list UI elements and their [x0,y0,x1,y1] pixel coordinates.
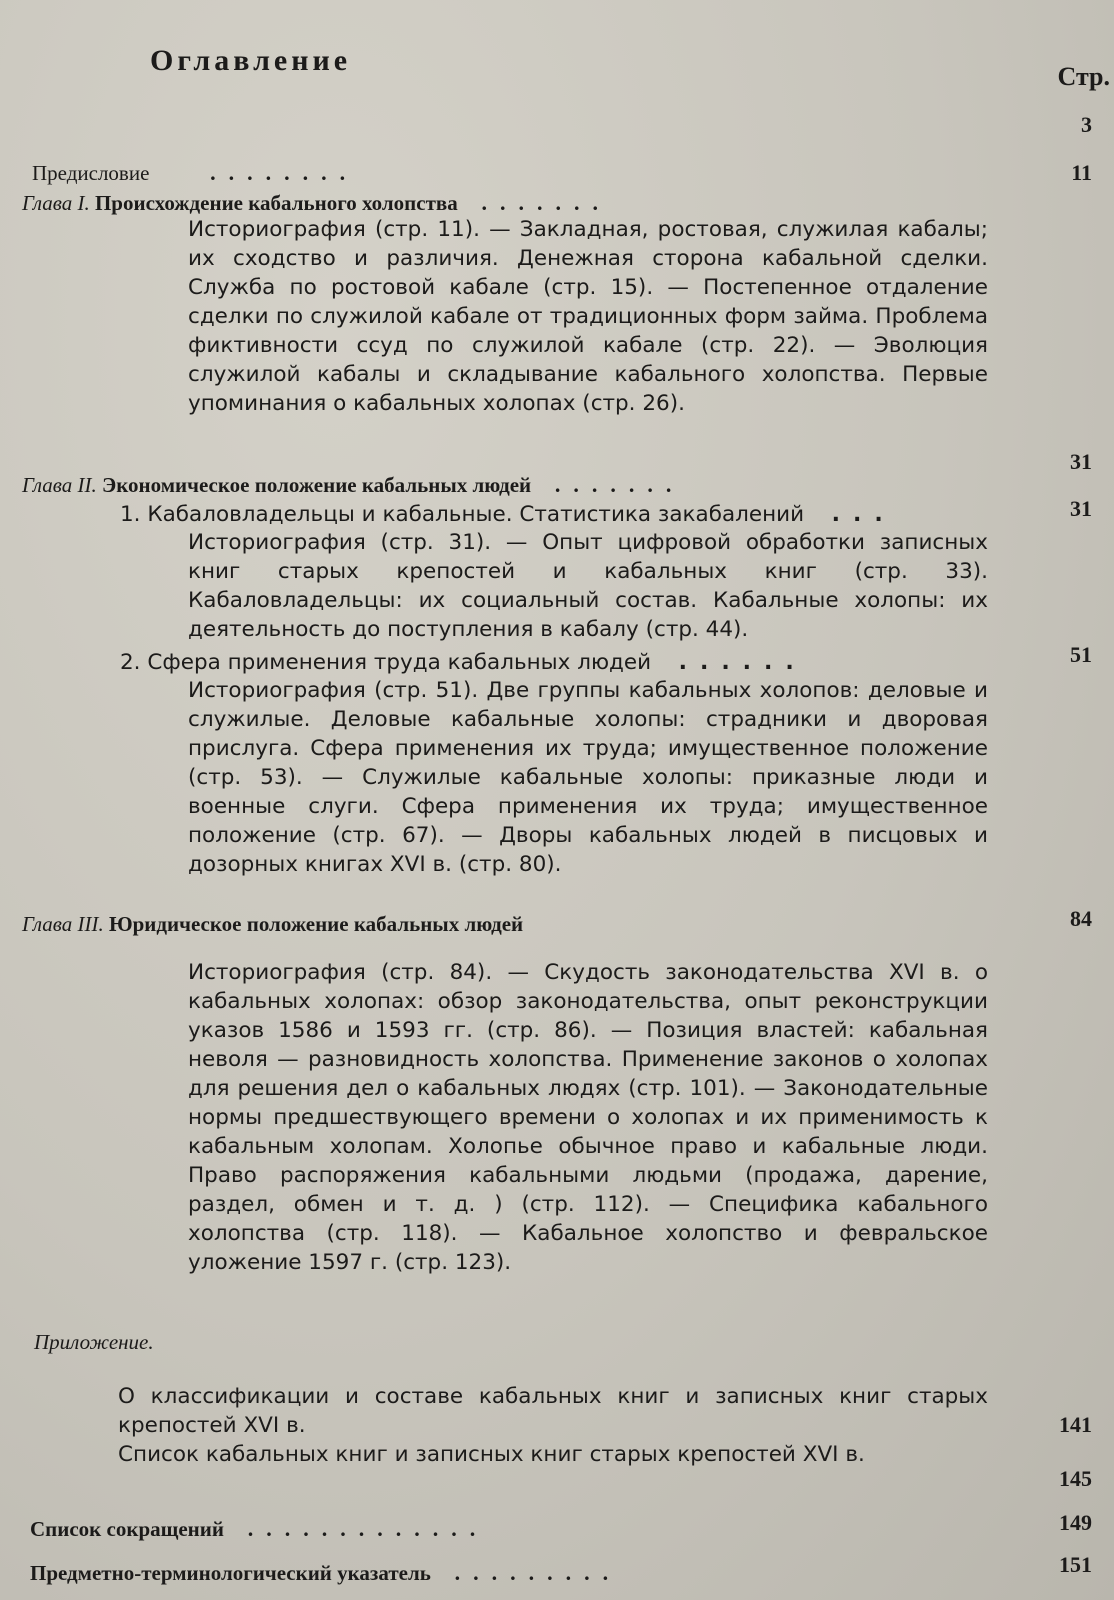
appendix-item-2[interactable] [118,1440,988,1469]
leader-dots: ...... [657,650,807,675]
toc-entry-chapter-2[interactable] [22,472,684,498]
leader-dots: ....... [536,472,685,497]
page-number: 3 [1081,112,1092,137]
toc-entry-appendix[interactable] [34,1330,154,1355]
chapter-title: Экономическое положение кабальных людей [101,473,532,497]
page-number: 149 [1059,1510,1092,1535]
appendix-item-title: О классификации и составе кабальных книг и записных книг старых крепостей XVI в. [118,1384,988,1438]
toc-entry-chapter-3[interactable] [22,912,523,937]
appendix-item-1[interactable] [118,1382,988,1440]
leader-dots: ... [810,502,896,527]
toc-entry-section-2[interactable] [120,650,807,675]
toc-entry-preface[interactable] [32,160,358,186]
chapter-label: Глава II. [22,473,97,497]
page-column-label: Стр. [1057,62,1110,91]
entry-title: Список сокращений [30,1517,224,1541]
page-number: 141 [1059,1412,1092,1437]
chapter-title: Происхождение кабального холопства [94,191,458,215]
toc-entry-abbreviations[interactable] [30,1516,488,1542]
leader-dots: ........ [154,160,359,185]
appendix-label: Приложение. [34,1330,154,1354]
leader-dots: ....... [463,190,611,215]
section-title: 2. Сфера применения труда кабальных людей [120,650,652,675]
chapter-title: Юридическое положение кабальных людей [108,912,524,936]
page-number: 145 [1059,1466,1092,1491]
page-number: 51 [1070,642,1092,667]
entry-title: Предисловие [32,161,150,185]
page-number: 151 [1059,1552,1092,1577]
page-number: 11 [1071,160,1092,185]
page-number: 31 [1070,496,1092,521]
leader-dots: ............. [229,1516,489,1541]
chapter-label: Глава I. [22,191,90,215]
page-number: 84 [1070,906,1092,931]
toc-entry-section-1[interactable] [120,502,896,527]
page-number: 31 [1070,449,1092,474]
toc-entry-chapter-1[interactable] [22,190,611,216]
chapter-label: Глава III. [22,912,104,936]
chapter-description: Историография (стр. 11). — Закладная, ростовая, служилая кабалы; их сходство и различия. Денежная сторона кабальной сделки. Служба по ростовой кабале (стр. 15). — Постепенное отдаление сделки по служилой кабале от традиционных форм займа. Проблема фиктивности ссуд по служилой кабале (стр. 22). — Эволюция служилой кабалы и складывание кабального холопства. Первые упоминания о кабальных холопах (стр. 26). [188,217,988,416]
chapter-description: Историография (стр. 84). — Скудость законодательства XVI в. о кабальных холопах: обзор законодательства, опыт реконструкции указов 1586 и 1593 гг. (стр. 86). — Позиция властей: кабальная неволя — разновидность холопства. Применение законов о холопах для решения дел о кабальных людях (стр. 101). — Законодательные нормы предшествующего времени о холопах и их применимость к кабальным холопам. Холопье обычное право и кабальные люди. Право распоряжения кабальными людьми (продажа, дарение, раздел, обмен и т. д. ) (стр. 112). — Специфика кабального холопства (стр. 118). — Кабальное холопство и февральское уложение 1597 г. (стр. 123). [188,960,988,1275]
page-title: Оглавление [150,44,352,77]
appendix-item-title: Список кабальных книг и записных книг старых крепостей XVI в. [118,1442,865,1467]
leader-dots: ......... [436,1560,622,1585]
section-description: Историография (стр. 51). Две группы кабальных холопов: деловые и служилые. Деловые кабальные холопы: страдники и дворовая прислуга. Сфера применения их труда; имущественное положение (стр. 53). — Служилые кабальные холопы: приказные люди и военные слуги. Сфера применения их труда; имущественное положение (стр. 67). — Дворы кабальных людей в писцовых и дозорных книгах XVI в. (стр. 80). [188,678,988,877]
entry-title: Предметно-терминологический указатель [30,1561,431,1585]
section-description: Историография (стр. 31). — Опыт цифровой обработки записных книг старых крепостей и кабальных книг (стр. 33). Кабаловладельцы: их социальный состав. Кабальные холопы: их деятельность до поступления в кабалу (стр. 44). [188,530,988,642]
toc-entry-index[interactable] [30,1560,621,1586]
section-title: 1. Кабаловладельцы и кабальные. Статистика закабалений [120,502,805,527]
